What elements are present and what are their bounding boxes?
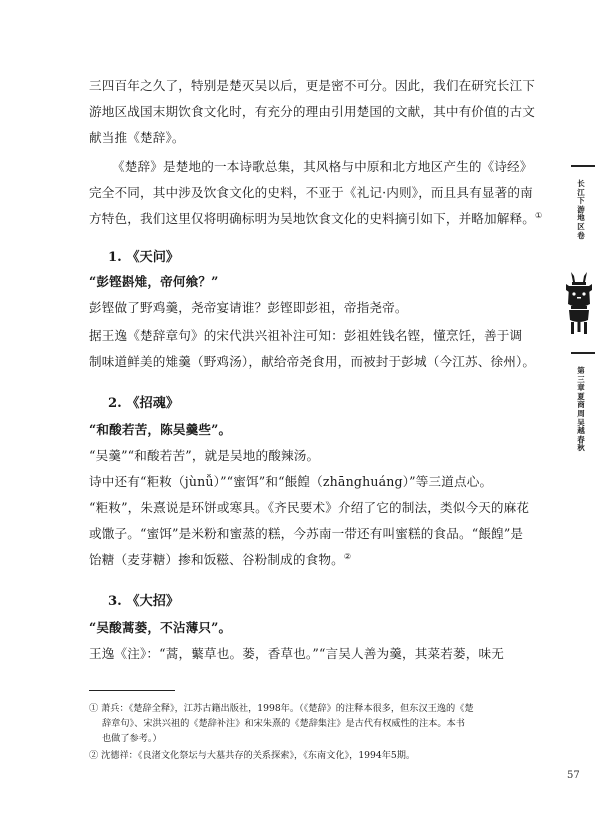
body-line: 彭铿做了野鸡羹，尧帝宴请谁？彭铿即彭祖，帝指尧帝。 [89, 300, 408, 315]
footnote: ② 沈德祥：《良渚文化祭坛与大墓共存的关系探索》，《东南文化》，1994年5期。 [89, 750, 416, 761]
body-line: 《楚辞》是楚地的一本诗歌总集，其风格与中原和北方地区产生的《诗经》 [112, 159, 533, 174]
body-line: 据王逸《楚辞章句》的宋代洪兴祖补注可知：彭祖姓钱名铿，懂烹饪，善于调 [89, 328, 523, 343]
section-heading: 3. 《大招》 [108, 594, 180, 609]
body-line: 或馓子。“蜜饵”是米粉和蜜蒸的糕，今苏南一带还有叫蜜糕的食品。“餦餭”是 [89, 526, 524, 541]
footnote-marker[interactable]: ② [343, 551, 352, 561]
section-heading: 2. 《招魂》 [108, 396, 180, 411]
body-line: 献当推《楚辞》。 [89, 130, 185, 145]
quote-line: “和酸若苦，陈吴羹些”。 [89, 422, 232, 437]
bronze-vessel-emblem-icon [563, 270, 595, 336]
footnote: 也做了参考。） [102, 733, 162, 744]
chapter-running-head: 第三章 夏商周吴越春秋 [577, 366, 585, 453]
body-line: 王逸《注》：“蒿，蘩草也。蒌，香草也。”“言吴人善为羹，其菜若蒌，味无 [89, 646, 504, 661]
body-line: 诗中还有“粔籹（jùnǚ）”“蜜饵”和“餦餭（zhānghuáng）”等三道点心。 [89, 474, 493, 489]
body-line: 饴糖（麦芽糖）掺和饭糍、谷粉制成的食物。② [89, 551, 352, 567]
margin-rule [571, 352, 595, 354]
quote-line: “彭铿斟雉，帝何飨？” [89, 274, 219, 289]
footnote: 辞章句》、宋洪兴祖的《楚辞补注》和宋朱熹的《楚辞集注》是古代有权威性的注本。本书 [102, 718, 465, 729]
body-line: 游地区战国末期饮食文化时，有充分的理由引用楚国的文献，其中有价值的古文 [89, 104, 536, 119]
footnote-marker[interactable]: ① [535, 210, 543, 220]
margin-rule [571, 165, 595, 167]
section-heading: 1. 《天问》 [108, 250, 180, 265]
footnote-divider [89, 690, 175, 691]
body-line: 完全不同，其中涉及饮食文化的史料，不亚于《礼记·内则》，而且具有显著的南 [89, 185, 533, 200]
body-line: 方特色，我们这里仅将明确标明为吴地饮食文化的史料摘引如下，并略加解释。① [89, 210, 543, 226]
body-line: “粔籹”，朱熹说是环饼或寒具。《齐民要术》介绍了它的制法，类似今天的麻花 [89, 500, 530, 515]
body-line: 制味道鲜美的雉羹（野鸡汤），献给帝尧食用，而被封于彭城（今江苏、徐州）。 [89, 354, 536, 369]
footnote: ① 萧兵：《楚辞全释》，江苏古籍出版社，1998年。（《楚辞》的注释本很多，但东汉王逸的《楚 [89, 703, 474, 714]
body-line: “吴羹”“和酸若苦”，就是吴地的酸辣汤。 [89, 448, 320, 463]
series-running-head: 长江下游地区卷 [577, 179, 585, 240]
body-line: 三四百年之久了，特别是楚灭吴以后，更是密不可分。因此，我们在研究长江下 [89, 78, 536, 93]
page-number: 57 [567, 770, 580, 781]
quote-line: “吴酸蒿蒌，不沾薄只”。 [89, 620, 232, 635]
